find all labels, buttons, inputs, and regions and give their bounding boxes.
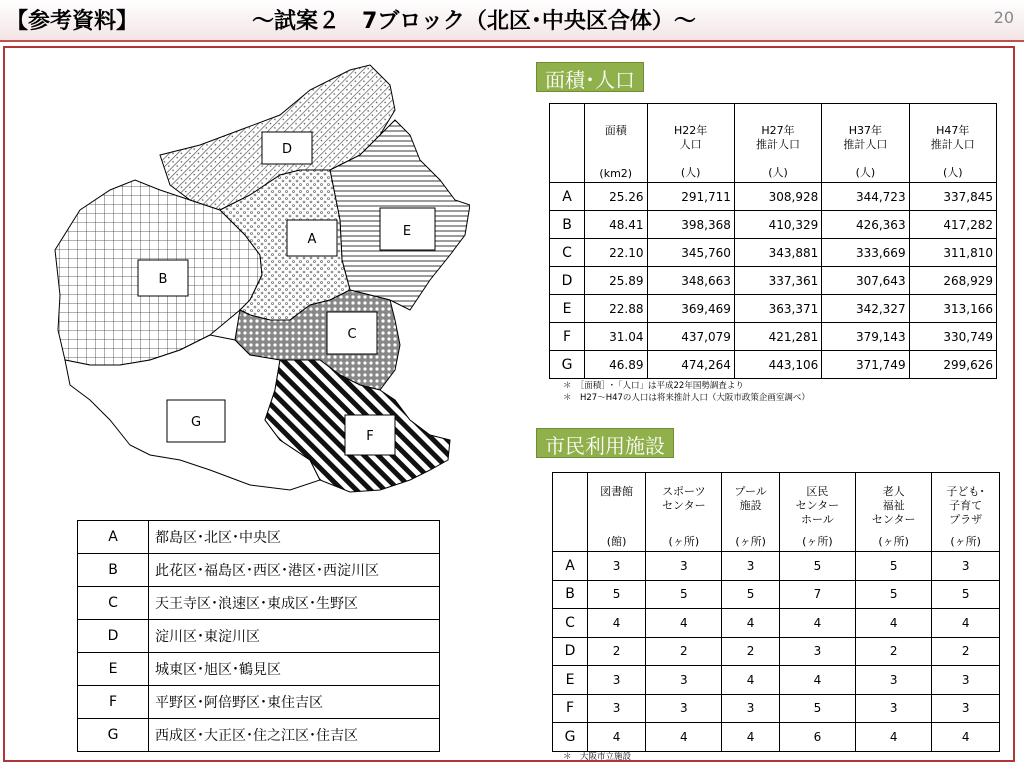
- facilities-row: [553, 552, 1000, 581]
- facilities-section-label: 市民利用施設: [536, 428, 674, 458]
- population-header: [734, 104, 821, 183]
- ward-names: 城東区･旭区･鶴見区: [149, 653, 440, 686]
- facilities-header: [722, 473, 779, 552]
- population-header: [822, 104, 909, 183]
- population-cell: 299,626: [909, 351, 996, 379]
- page-number: 20: [993, 8, 1014, 27]
- population-row: [550, 211, 997, 239]
- population-row: [550, 351, 997, 379]
- population-cell: 417,282: [909, 211, 996, 239]
- facilities-cell: 2: [722, 637, 779, 666]
- population-cell: 342,327: [822, 295, 909, 323]
- facilities-cell: 4: [722, 666, 779, 695]
- block-code: E: [553, 666, 588, 695]
- block-code: D: [553, 637, 588, 666]
- facilities-cell: 3: [588, 666, 646, 695]
- facilities-header: [779, 473, 855, 552]
- facilities-cell: 4: [932, 723, 1000, 752]
- svg-text:B: B: [158, 272, 168, 287]
- population-cell: 313,166: [909, 295, 996, 323]
- svg-text:G: G: [190, 415, 202, 430]
- population-header-unit: (人): [768, 166, 788, 179]
- facilities-cell: 3: [722, 552, 779, 581]
- corner-cell: [550, 104, 585, 183]
- population-cell: 426,363: [822, 211, 909, 239]
- population-cell: 48.41: [585, 211, 648, 239]
- population-header-unit: (人): [680, 166, 701, 179]
- facilities-cell: 3: [932, 552, 1000, 581]
- population-cell: 31.04: [585, 323, 648, 351]
- population-header-name: 面積: [604, 124, 627, 137]
- facilities-cell: 4: [779, 666, 855, 695]
- population-cell: 474,264: [647, 351, 734, 379]
- facilities-cell: 6: [779, 723, 855, 752]
- ward-names: 此花区･福島区･西区･港区･西淀川区: [149, 554, 440, 587]
- svg-text:D: D: [281, 142, 293, 157]
- map-label-a: [287, 220, 337, 256]
- map-label-d: [262, 132, 312, 164]
- block-map: [50, 60, 470, 500]
- facilities-cell: 3: [856, 694, 932, 723]
- facilities-table: [552, 472, 1000, 752]
- population-cell: 308,928: [734, 183, 821, 211]
- population-cell: 348,663: [647, 267, 734, 295]
- facilities-row: [553, 694, 1000, 723]
- block-code: B: [550, 211, 585, 239]
- facilities-row: [553, 666, 1000, 695]
- facilities-cell: 5: [856, 552, 932, 581]
- block-code: B: [78, 554, 149, 587]
- population-cell: 268,929: [909, 267, 996, 295]
- facilities-header-unit: (ヶ所): [950, 535, 981, 548]
- population-cell: 22.88: [585, 295, 648, 323]
- population-cell: 25.26: [585, 183, 648, 211]
- population-cell: 307,643: [822, 267, 909, 295]
- ward-names: 淀川区･東淀川区: [149, 620, 440, 653]
- svg-text:F: F: [366, 429, 374, 444]
- facilities-cell: 4: [856, 609, 932, 638]
- block-code: A: [550, 183, 585, 211]
- facilities-header: [932, 473, 1000, 552]
- block-code: G: [78, 719, 149, 752]
- ward-row: [78, 587, 440, 620]
- population-cell: 410,329: [734, 211, 821, 239]
- population-header: [647, 104, 734, 183]
- population-header-name: H22年 人口: [674, 124, 708, 151]
- population-cell: 337,361: [734, 267, 821, 295]
- map-label-g: [167, 400, 225, 442]
- facilities-cell: 4: [646, 609, 722, 638]
- population-cell: 345,760: [647, 239, 734, 267]
- population-header-name: H37年 推計人口: [843, 124, 888, 151]
- facilities-cell: 4: [588, 723, 646, 752]
- population-cell: 25.89: [585, 267, 648, 295]
- facilities-cell: 2: [646, 637, 722, 666]
- ward-row: [78, 719, 440, 752]
- facilities-header-unit: (ヶ所): [878, 535, 909, 548]
- ward-names: 天王寺区･浪速区･東成区･生野区: [149, 587, 440, 620]
- facilities-header-unit: (ヶ所): [735, 535, 766, 548]
- facilities-cell: 3: [588, 552, 646, 581]
- facilities-cell: 4: [646, 723, 722, 752]
- block-code: A: [553, 552, 588, 581]
- population-section-label: 面積･人口: [536, 62, 644, 92]
- facilities-header: [588, 473, 646, 552]
- population-cell: 333,669: [822, 239, 909, 267]
- block-code: C: [78, 587, 149, 620]
- ward-names: 都島区･北区･中央区: [149, 521, 440, 554]
- facilities-cell: 3: [932, 666, 1000, 695]
- svg-text:C: C: [347, 327, 357, 342]
- population-cell: 421,281: [734, 323, 821, 351]
- facilities-header-name: 区民 センター ホール: [795, 485, 840, 526]
- population-cell: 311,810: [909, 239, 996, 267]
- population-row: [550, 183, 997, 211]
- facilities-cell: 2: [588, 637, 646, 666]
- block-code: F: [78, 686, 149, 719]
- population-table: [549, 103, 997, 379]
- svg-text:E: E: [402, 224, 412, 239]
- facilities-cell: 2: [856, 637, 932, 666]
- population-cell: 369,469: [647, 295, 734, 323]
- facilities-cell: 4: [779, 609, 855, 638]
- facilities-header-name: スポーツ センター: [662, 485, 706, 512]
- block-code: G: [553, 723, 588, 752]
- population-cell: 398,368: [647, 211, 734, 239]
- block-code: B: [553, 580, 588, 609]
- block-code: C: [553, 609, 588, 638]
- facilities-header-unit: (ヶ所): [668, 535, 700, 548]
- facilities-header: [646, 473, 722, 552]
- population-cell: 437,079: [647, 323, 734, 351]
- population-row: [550, 239, 997, 267]
- facilities-header-name: 図書館: [600, 485, 634, 498]
- ward-names: 平野区･阿倍野区･東住吉区: [149, 686, 440, 719]
- population-header-unit: (人): [942, 166, 963, 179]
- ward-row: [78, 620, 440, 653]
- corner-cell: [553, 473, 588, 552]
- population-header-unit: (km2): [599, 167, 633, 180]
- facilities-cell: 5: [588, 580, 646, 609]
- facilities-cell: 4: [932, 609, 1000, 638]
- facilities-row: [553, 609, 1000, 638]
- population-cell: 343,881: [734, 239, 821, 267]
- facilities-row: [553, 580, 1000, 609]
- facilities-cell: 5: [646, 580, 722, 609]
- population-header-name: H27年 推計人口: [756, 124, 801, 151]
- block-code: F: [550, 323, 585, 351]
- reference-label: 【参考資料】: [6, 9, 139, 34]
- facilities-cell: 5: [722, 580, 779, 609]
- ward-names: 西成区･大正区･住之江区･住吉区: [149, 719, 440, 752]
- facilities-cell: 5: [932, 580, 1000, 609]
- population-header-unit: (人): [855, 166, 876, 179]
- population-cell: 371,749: [822, 351, 909, 379]
- population-cell: 344,723: [822, 183, 909, 211]
- population-note-2: ＊ H27～H47の人口は将来推計人口（大阪市政策企画室調べ）: [563, 393, 810, 403]
- facilities-cell: 3: [856, 666, 932, 695]
- facilities-cell: 3: [646, 694, 722, 723]
- map-label-e: [380, 208, 435, 250]
- map-label-c: [327, 312, 377, 354]
- population-header: [585, 104, 648, 183]
- facilities-cell: 4: [722, 723, 779, 752]
- block-code: E: [550, 295, 585, 323]
- facilities-row: [553, 723, 1000, 752]
- facilities-cell: 3: [646, 552, 722, 581]
- ward-row: [78, 554, 440, 587]
- population-row: [550, 267, 997, 295]
- population-cell: 337,845: [909, 183, 996, 211]
- block-code: D: [550, 267, 585, 295]
- population-cell: 363,371: [734, 295, 821, 323]
- slide-title: ～試案２ 7ブロック（北区･中央区合体）～: [252, 9, 696, 34]
- ward-row: [78, 653, 440, 686]
- facilities-cell: 3: [588, 694, 646, 723]
- facilities-header-unit: (ヶ所): [802, 535, 833, 548]
- facilities-header-name: 子ども･ 子育て プラザ: [946, 485, 985, 526]
- svg-text:A: A: [307, 232, 317, 247]
- facilities-header-name: プール 施設: [734, 485, 767, 512]
- facilities-cell: 5: [779, 552, 855, 581]
- facilities-cell: 3: [932, 694, 1000, 723]
- facilities-row: [553, 637, 1000, 666]
- facilities-cell: 3: [779, 637, 855, 666]
- block-code: F: [553, 694, 588, 723]
- facilities-cell: 5: [856, 580, 932, 609]
- slide-header: [0, 0, 1024, 42]
- map-label-b: [138, 260, 188, 296]
- facilities-cell: 7: [779, 580, 855, 609]
- facilities-header-unit: (館): [606, 535, 627, 548]
- facilities-header-name: 老人 福祉 センター: [871, 485, 916, 526]
- facilities-cell: 2: [932, 637, 1000, 666]
- facilities-cell: 4: [856, 723, 932, 752]
- facilities-note: ＊ 大阪市立施設: [563, 752, 632, 762]
- block-code: C: [550, 239, 585, 267]
- ward-table: [77, 520, 440, 752]
- facilities-cell: 5: [779, 694, 855, 723]
- facilities-cell: 3: [722, 694, 779, 723]
- ward-row: [78, 521, 440, 554]
- population-cell: 291,711: [647, 183, 734, 211]
- population-header: [909, 104, 996, 183]
- population-row: [550, 323, 997, 351]
- facilities-cell: 4: [588, 609, 646, 638]
- facilities-header: [856, 473, 932, 552]
- block-code: E: [78, 653, 149, 686]
- map-label-f: [345, 415, 395, 455]
- population-header-name: H47年 推計人口: [930, 124, 975, 151]
- population-row: [550, 295, 997, 323]
- ward-row: [78, 686, 440, 719]
- block-code: D: [78, 620, 149, 653]
- population-note-1: ＊ ［面積］･「人口」は平成22年国勢調査より: [563, 381, 744, 391]
- population-cell: 379,143: [822, 323, 909, 351]
- population-cell: 443,106: [734, 351, 821, 379]
- population-cell: 46.89: [585, 351, 648, 379]
- block-code: A: [78, 521, 149, 554]
- population-cell: 22.10: [585, 239, 648, 267]
- population-cell: 330,749: [909, 323, 996, 351]
- facilities-cell: 4: [722, 609, 779, 638]
- block-code: G: [550, 351, 585, 379]
- facilities-cell: 3: [646, 666, 722, 695]
